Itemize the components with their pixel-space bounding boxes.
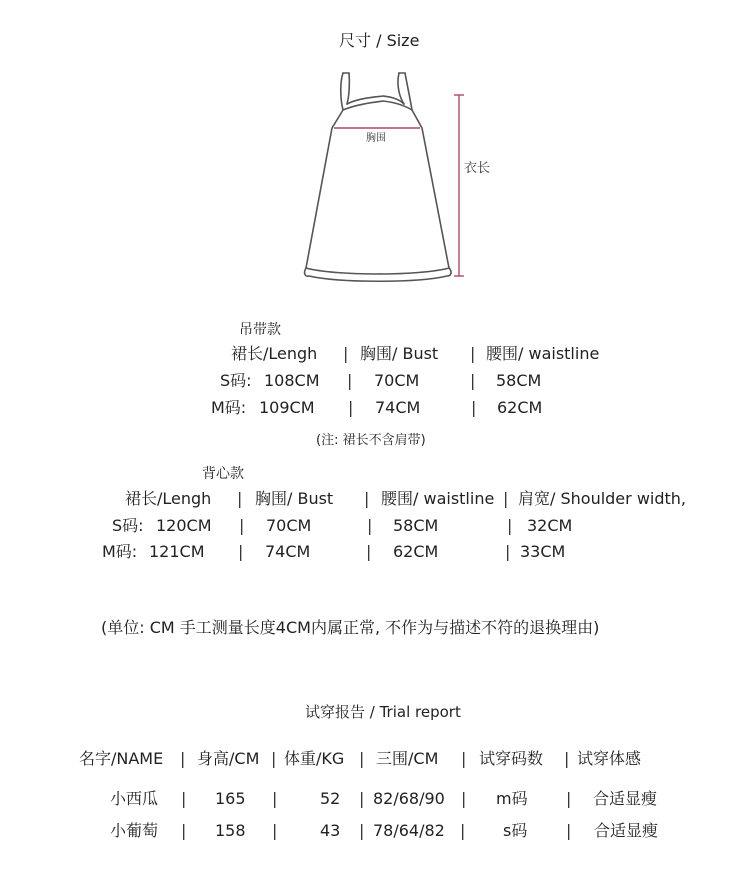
separator: | [566,821,572,840]
separator: | [366,542,372,561]
trial-row-name: 小西瓜 [110,789,159,808]
trial-row-feel: 合适显瘦 [594,821,659,840]
separator: | [180,749,186,768]
trial-header-feel: 试穿体感 [577,749,642,768]
dress-left-side [306,110,343,268]
trial-row-weight: 43 [320,821,341,840]
separator: | [470,371,476,390]
vest-header-bust: 胸围/ Bust [255,489,334,508]
sling-row-length: 108CM [264,371,320,390]
vest-header-shoulder: 肩宽/ Shoulder width, [518,489,687,508]
vest-row-shoulder: 33CM [520,542,566,561]
separator: | [564,749,570,768]
trial-row-feel: 合适显瘦 [593,789,658,808]
separator: | [181,789,187,808]
dress-diagram [0,0,750,300]
vest-title: 背心款 [202,466,244,482]
trial-row-size: s码 [503,821,528,840]
trial-header-measurements: 三围/CM [376,749,439,768]
separator: | [364,489,370,508]
separator: | [238,542,244,561]
size-heading: 尺寸 / Size [339,31,420,50]
trial-row-height: 158 [215,821,246,840]
vest-row-shoulder: 32CM [527,516,573,535]
trial-row-size: m码 [496,789,528,808]
vest-row-length: 121CM [149,542,205,561]
separator: | [359,789,365,808]
vest-row-size: M码: [102,542,138,561]
vest-row-bust: 70CM [266,516,312,535]
sling-row-bust: 74CM [375,398,421,417]
vest-header-waist: 腰围/ waistline [381,489,495,508]
trial-row-measurements: 82/68/90 [373,789,445,808]
separator: | [239,516,245,535]
vest-row-length: 120CM [156,516,212,535]
length-label: 衣长 [464,161,491,176]
sling-row-waist: 58CM [496,371,542,390]
sling-note: (注: 裙长不含肩带) [316,433,426,448]
separator: | [359,749,365,768]
dress-hem [306,268,449,274]
separator: | [461,749,467,768]
separator: | [181,821,187,840]
trial-title: 试穿报告 / Trial report [305,703,461,721]
sling-title: 吊带款 [239,322,281,338]
sling-row-waist: 62CM [497,398,543,417]
vest-row-waist: 62CM [393,542,439,561]
vest-row-waist: 58CM [393,516,439,535]
sling-row-bust: 70CM [374,371,420,390]
trial-header-name: 名字/NAME [79,749,164,768]
separator: | [237,489,243,508]
vest-row-size: S码: [112,516,144,535]
separator: | [460,821,466,840]
vest-header-length: 裙长/Lengh [125,489,212,508]
trial-row-name: 小葡萄 [110,821,159,840]
separator: | [272,821,278,840]
trial-row-height: 165 [215,789,246,808]
separator: | [503,489,509,508]
separator: | [566,789,572,808]
sling-row-length: 109CM [259,398,315,417]
vest-row-bust: 74CM [265,542,311,561]
separator: | [505,542,511,561]
separator: | [343,344,349,363]
separator: | [272,789,278,808]
trial-row-weight: 52 [320,789,341,808]
trial-header-size: 试穿码数 [479,749,544,768]
trial-row-measurements: 78/64/82 [373,821,445,840]
separator: | [367,516,373,535]
separator: | [461,789,467,808]
sling-header-length: 裙长/Lengh [231,344,318,363]
separator: | [359,821,365,840]
sling-row-size: M码: [211,398,247,417]
unit-note: (单位: CM 手工测量长度4CM内属正常, 不作为与描述不符的退换理由) [101,618,600,637]
separator: | [347,371,353,390]
separator: | [470,344,476,363]
sling-row-size: S码: [220,371,252,390]
separator: | [507,516,513,535]
dress-right-side [412,110,449,268]
separator: | [471,398,477,417]
separator: | [348,398,354,417]
sling-header-bust: 胸围/ Bust [360,344,439,363]
trial-header-height: 身高/CM [197,749,260,768]
chest-label: 胸围 [366,133,386,144]
left-strap [341,73,343,110]
trial-header-weight: 体重/KG [284,749,345,768]
separator: | [271,749,277,768]
sling-header-waist: 腰围/ waistline [486,344,600,363]
